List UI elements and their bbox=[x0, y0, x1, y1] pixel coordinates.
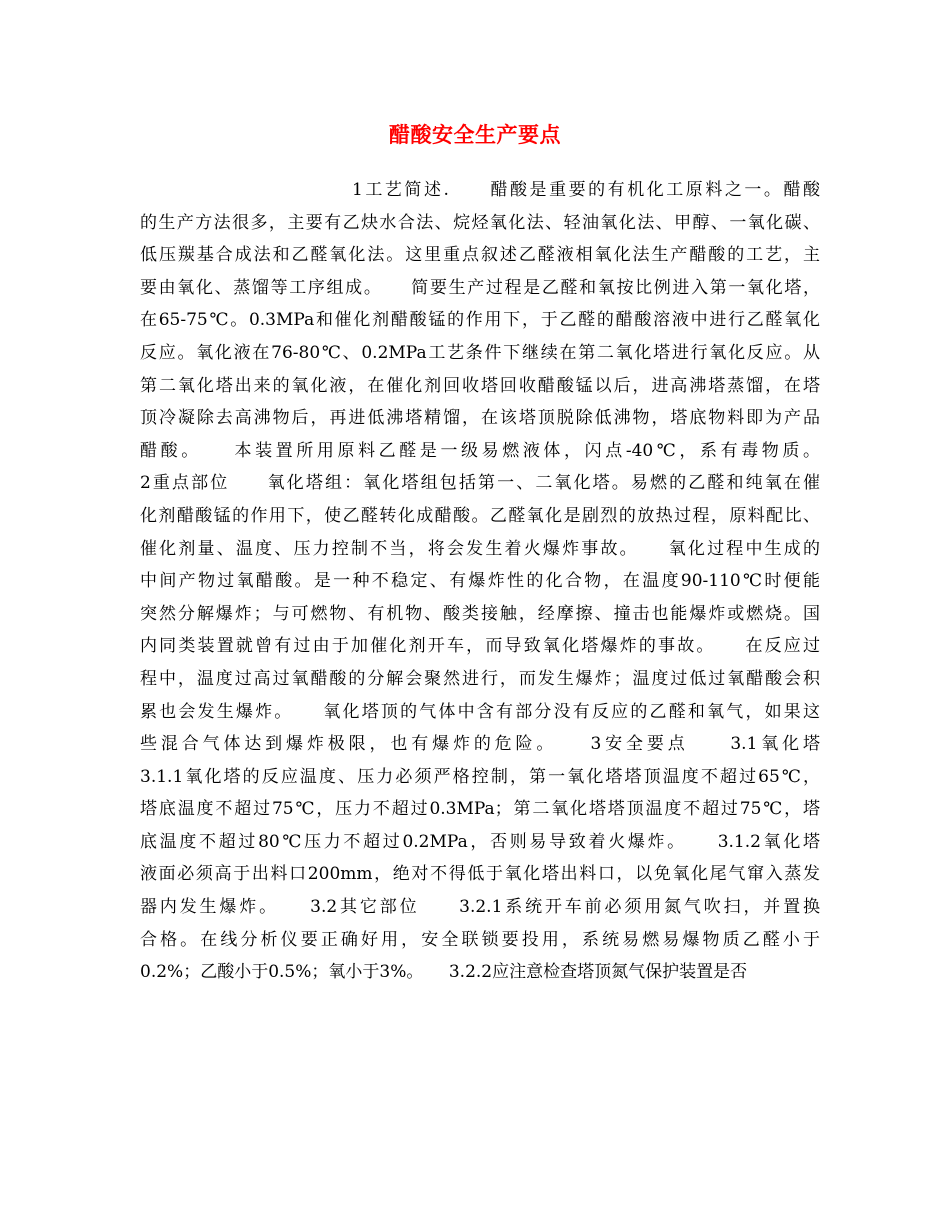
text-line: 低压羰基合成法和乙醛氧化法。这里重点叙述乙醛液相氧化法生产醋酸的工艺，主 bbox=[140, 245, 820, 266]
text-line: 在65-75℃。0.3MPa和催化剂醋酸锰的作用下，于乙醛的醋酸溶液中进行乙醛氧化 bbox=[140, 310, 820, 331]
text-line: 器内发生爆炸。 3.2其它部位 3.2.1系统开车前必须用氮气吹扫，并置换 bbox=[140, 897, 820, 918]
document-title: 醋酸安全生产要点 bbox=[389, 123, 561, 147]
text-line: 1工艺简述. 醋酸是重要的有机化工原料之一。醋酸 bbox=[352, 180, 820, 200]
text-line: 醋酸。 本装置所用原料乙醛是一级易燃液体，闪点-40℃，系有毒物质。 bbox=[140, 440, 820, 461]
text-line: 的生产方法很多，主要有乙炔水合法、烷烃氧化法、轻油氧化法、甲醇、一氧化碳、 bbox=[140, 212, 820, 233]
text-line: 催化剂量、温度、压力控制不当，将会发生着火爆炸事故。 氧化过程中生成的 bbox=[140, 538, 820, 559]
text-line: 第二氧化塔出来的氧化液，在催化剂回收塔回收醋酸锰以后，进高沸塔蒸馏，在塔 bbox=[140, 375, 820, 396]
text-line: 液面必须高于出料口200mm，绝对不得低于氧化塔出料口，以免氧化尾气窜入蒸发 bbox=[140, 864, 820, 885]
text-line: 反应。氧化液在76-80℃、0.2MPa工艺条件下继续在第二氧化塔进行氧化反应。从 bbox=[140, 342, 820, 363]
text-line: 化剂醋酸锰的作用下，使乙醛转化成醋酸。乙醛氧化是剧烈的放热过程，原料配比、 bbox=[140, 505, 820, 526]
text-line: 2重点部位 氧化塔组：氧化塔组包括第一、二氧化塔。易燃的乙醛和纯氧在催 bbox=[140, 473, 820, 494]
text-line: 累也会发生爆炸。 氧化塔顶的气体中含有部分没有反应的乙醛和氧气，如果这 bbox=[140, 701, 820, 722]
document-body bbox=[140, 174, 820, 989]
text-line: 些混合气体达到爆炸极限，也有爆炸的危险。 3安全要点 3.1氧化塔 bbox=[140, 734, 820, 755]
text-line: 塔底温度不超过75℃，压力不超过0.3MPa；第二氧化塔塔顶温度不超过75℃，塔 bbox=[140, 799, 820, 820]
text-line: 顶冷凝除去高沸物后，再进低沸塔精馏，在该塔顶脱除低沸物，塔底物料即为产品 bbox=[140, 408, 820, 429]
text-line: 程中，温度过高过氧醋酸的分解会聚然进行，而发生爆炸；温度过低过氧醋酸会积 bbox=[140, 668, 820, 689]
text-line: 合格。在线分析仪要正确好用，安全联锁要投用，系统易燃易爆物质乙醛小于 bbox=[140, 929, 820, 950]
text-line: 3.1.1氧化塔的反应温度、压力必须严格控制，第一氧化塔塔顶温度不超过65℃， bbox=[140, 766, 820, 787]
text-line: 底温度不超过80℃压力不超过0.2MPa，否则易导致着火爆炸。 3.1.2氧化塔 bbox=[140, 831, 820, 852]
text-line: 突然分解爆炸；与可燃物、有机物、酸类接触，经摩擦、撞击也能爆炸或燃烧。国 bbox=[140, 603, 820, 624]
text-line: 内同类装置就曾有过由于加催化剂开车，而导致氧化塔爆炸的事故。 在反应过 bbox=[140, 636, 820, 657]
text-line: 中间产物过氧醋酸。是一种不稳定、有爆炸性的化合物，在温度90-110℃时便能 bbox=[140, 571, 820, 592]
text-line: 要由氧化、蒸馏等工序组成。 简要生产过程是乙醛和氧按比例进入第一氧化塔， bbox=[140, 277, 820, 298]
text-line: 0.2%；乙酸小于0.5%；氧小于3%。 3.2.2应注意检查塔顶氮气保护装置是否 bbox=[140, 962, 748, 983]
